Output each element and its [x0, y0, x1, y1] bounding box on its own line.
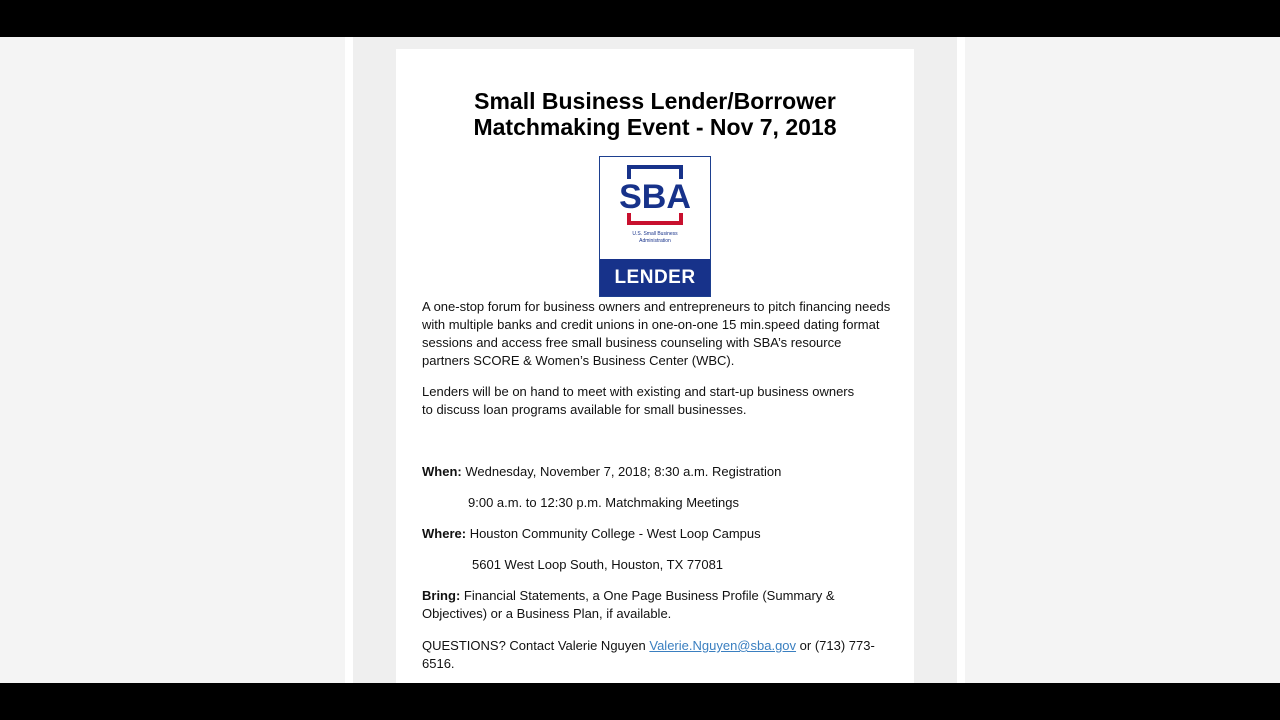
email-content-card [396, 49, 914, 683]
questions-suffix: or (713) 773-6516. [422, 638, 875, 671]
sba-subtitle-line2: Administration [639, 238, 671, 244]
when-second-line [468, 494, 888, 512]
sba-subtitle [600, 231, 710, 245]
lenders-paragraph [422, 383, 892, 419]
right-margin-strip [957, 37, 965, 683]
event-title-line1: Small Business Lender/Borrower [474, 88, 836, 114]
bring-row [422, 587, 842, 623]
when-value: Wednesday, November 7, 2018; 8:30 a.m. Registration [465, 464, 782, 479]
lenders-text-line2: to discuss loan programs available for small businesses. [422, 402, 747, 417]
intro-text: A one-stop forum for business owners and entrepreneurs to pitch financing needs with multiple banks and credit unions in one-on-one 15 min.speed dating format sessions and access free small business counseling with SBA’s resource partners SCORE & Women’s Business Center (WBC). [422, 299, 891, 368]
bring-label: Bring: [422, 588, 461, 603]
sba-wordmark-icon [600, 157, 710, 231]
sba-subtitle-line1: U.S. Small Business [632, 231, 678, 237]
viewer-background [0, 37, 1280, 683]
event-title-line2: Matchmaking Event - Nov 7, 2018 [473, 114, 837, 140]
where-label: Where: [422, 526, 467, 541]
intro-paragraph [422, 298, 892, 370]
lenders-text-line1: Lenders will be on hand to meet with existing and start-up business owners [422, 384, 855, 399]
questions-row [422, 637, 884, 673]
sba-lender-logo [599, 156, 711, 297]
when-label: When: [422, 464, 462, 479]
sba-wordmark: SBA [619, 178, 691, 216]
meeting-time: 9:00 a.m. to 12:30 p.m. Matchmaking Meetings [468, 495, 739, 510]
left-margin-strip [345, 37, 353, 683]
where-row [422, 525, 892, 543]
questions-prefix: QUESTIONS? Contact Valerie Nguyen [422, 638, 646, 653]
lender-band: LENDER [600, 259, 710, 296]
address-text: 5601 West Loop South, Houston, TX 77081 [472, 557, 724, 572]
when-row [422, 463, 892, 481]
event-title [396, 88, 914, 140]
where-address [472, 556, 892, 574]
bring-value: Financial Statements, a One Page Business Profile (Summary & Objectives) or a Business Plan, if available. [422, 588, 835, 621]
where-value: Houston Community College - West Loop Campus [469, 526, 761, 541]
email-frame [353, 37, 957, 683]
contact-email-link[interactable]: Valerie.Nguyen@sba.gov [649, 638, 797, 653]
